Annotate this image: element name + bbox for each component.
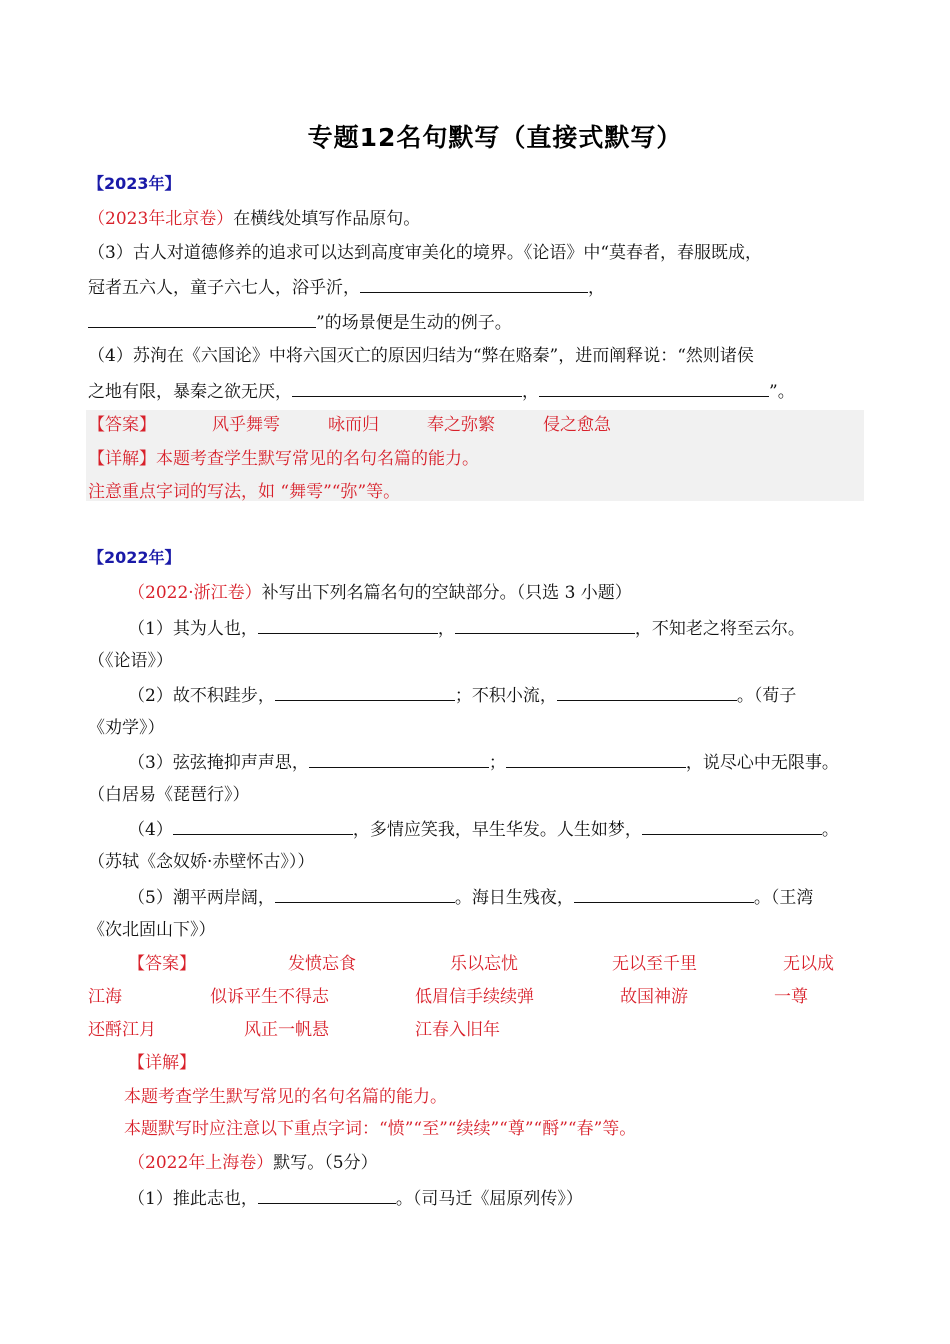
q3-tail: ”的场景便是生动的例子。 — [316, 313, 512, 333]
answer-blank — [360, 276, 588, 293]
answer-item: 似诉平生不得志 — [210, 987, 329, 1007]
answer-item: 还酹江月 — [88, 1020, 156, 1040]
answer-item: 江海 — [88, 987, 122, 1007]
question-intro-shanghai — [128, 1152, 378, 1174]
source-label: （2023年北京卷） — [88, 209, 234, 229]
q4-line2: 之地有限，暴秦之欲无厌， ， ”。 — [88, 382, 795, 402]
zj-q3: （3）弦弦掩抑声声思， ； ，说尽心中无限事。 — [128, 753, 839, 773]
question-intro-zhejiang — [128, 582, 632, 604]
year-header-2023: 【2023年】 — [88, 174, 181, 193]
answer-item: 发愤忘食 — [288, 954, 356, 974]
q3-text: 冠者五六人，童子六七人，浴乎沂， — [88, 278, 360, 298]
answer-blank — [574, 886, 754, 903]
answer-blank — [292, 380, 522, 397]
q1-end: ，不知老之将至云尔。 — [634, 619, 805, 639]
answer-blank — [455, 617, 635, 634]
zj-q2 — [128, 684, 796, 707]
detail-line2-2022: 本题默写时应注意以下重点字词：“愤”“至”“续续”“尊”“酹”“春”等。 — [124, 1119, 637, 1139]
source-label: （2022年上海卷） — [128, 1153, 274, 1173]
answer-label: 【答案】 — [88, 415, 156, 435]
answer-item: 乐以忘忧 — [450, 954, 518, 974]
zj-q4: （4） ，多情应笑我，早生华发。人生如梦， 。 — [128, 820, 839, 840]
answer-line-2022-row3 — [88, 1019, 500, 1041]
answer-blank — [275, 886, 455, 903]
zj-q2-source: 《劝学》） — [88, 718, 165, 738]
answer-blank — [642, 818, 822, 835]
answer-blank — [173, 818, 353, 835]
q4-tail: ”。 — [769, 382, 795, 402]
source-label: （2022·浙江卷） — [128, 583, 262, 603]
answer-line-2023 — [88, 414, 611, 436]
q5-text: （5）潮平两岸阔， — [128, 888, 275, 908]
q1-text: （1）其为人也， — [128, 619, 258, 639]
q4-mid: ，多情应笑我，早生华发。人生如梦， — [352, 820, 642, 840]
answer-line-2022-row1 — [128, 953, 834, 975]
instruction-text: 补写出下列名篇名句的空缺部分。（只选 3 小题） — [261, 583, 632, 603]
zj-q1-source: （《论语》） — [88, 651, 173, 671]
q3-end: ，说尽心中无限事。 — [685, 753, 839, 773]
q3-line3 — [88, 311, 512, 334]
answer-blank — [309, 751, 489, 768]
answer-item: 风正一帆悬 — [244, 1020, 329, 1040]
answer-blank — [88, 311, 316, 328]
zj-q3-source: （白居易《琵琶行》） — [88, 785, 250, 805]
answer-item: 侵之愈急 — [543, 415, 611, 435]
answer-item: 故国神游 — [620, 987, 688, 1007]
q3-text: （3）弦弦掩抑声声思， — [128, 753, 309, 773]
instruction-text: 默写。（5分） — [273, 1153, 378, 1173]
answer-item: 奉之弥繁 — [427, 415, 495, 435]
sh-q1-end: 。（司马迁《屈原列传》） — [395, 1189, 583, 1209]
sh-q1 — [128, 1187, 583, 1210]
zj-q1: （1）其为人也， ， ，不知老之将至云尔。 — [128, 619, 805, 639]
q4-text: （4） — [128, 820, 173, 840]
detail-line2-2023: 注意重点字词的写法，如 “舞雩”“弥”等。 — [88, 482, 401, 502]
zj-q5 — [128, 886, 813, 909]
zj-q4-source: （苏轼《念奴娇·赤壁怀古》）） — [88, 852, 315, 872]
answer-item: 无以成 — [783, 954, 834, 974]
detail-line1-2022: 本题考查学生默写常见的名句名篇的能力。 — [124, 1087, 447, 1107]
answer-item: 低眉信手续续弹 — [415, 987, 534, 1007]
page-title: 专题12名句默写（直接式默写） — [307, 123, 683, 152]
detail-label-2022: 【详解】 — [128, 1053, 196, 1073]
answer-item: 一尊 — [774, 987, 808, 1007]
answer-item: 江春入旧年 — [415, 1020, 500, 1040]
q4-text: 之地有限，暴秦之欲无厌， — [88, 382, 292, 402]
year-header-2022: 【2022年】 — [88, 548, 181, 567]
q4-line1: （4）苏洵在《六国论》中将六国灭亡的原因归结为“弊在赂秦”，进而阐释说：“然则诸侯 — [88, 346, 754, 366]
answer-blank — [557, 684, 737, 701]
q3-line1: （3）古人对道德修养的追求可以达到高度审美化的境界。《论语》中“莫春者，春服既成， — [88, 243, 763, 263]
answer-line-2022-row2 — [88, 986, 808, 1008]
answer-item: 咏而归 — [328, 415, 379, 435]
zj-q5-source: 《次北固山下》） — [88, 920, 216, 940]
q2-text: （2）故不积跬步， — [128, 686, 275, 706]
q2-end: 。（荀子 — [736, 686, 797, 706]
question-intro-2023 — [88, 208, 420, 230]
q5-mid: 。海日生残夜， — [454, 888, 574, 908]
q2-mid: ；不积小流， — [454, 686, 557, 706]
detail-line1-2023: 【详解】本题考查学生默写常见的名句名篇的能力。 — [88, 449, 479, 469]
answer-blank — [258, 617, 438, 634]
answer-item: 风乎舞雩 — [212, 415, 280, 435]
answer-blank — [539, 380, 769, 397]
answer-item: 无以至千里 — [612, 954, 697, 974]
answer-blank — [258, 1187, 396, 1204]
q5-end: 。（王湾 — [753, 888, 814, 908]
sh-q1-text: （1）推此志也， — [128, 1189, 258, 1209]
answer-blank — [506, 751, 686, 768]
answer-blank — [275, 684, 455, 701]
q3-line2: 冠者五六人，童子六七人，浴乎沂， ， — [88, 278, 605, 298]
instruction-text: 在横线处填写作品原句。 — [233, 209, 421, 229]
answer-label: 【答案】 — [128, 954, 196, 974]
